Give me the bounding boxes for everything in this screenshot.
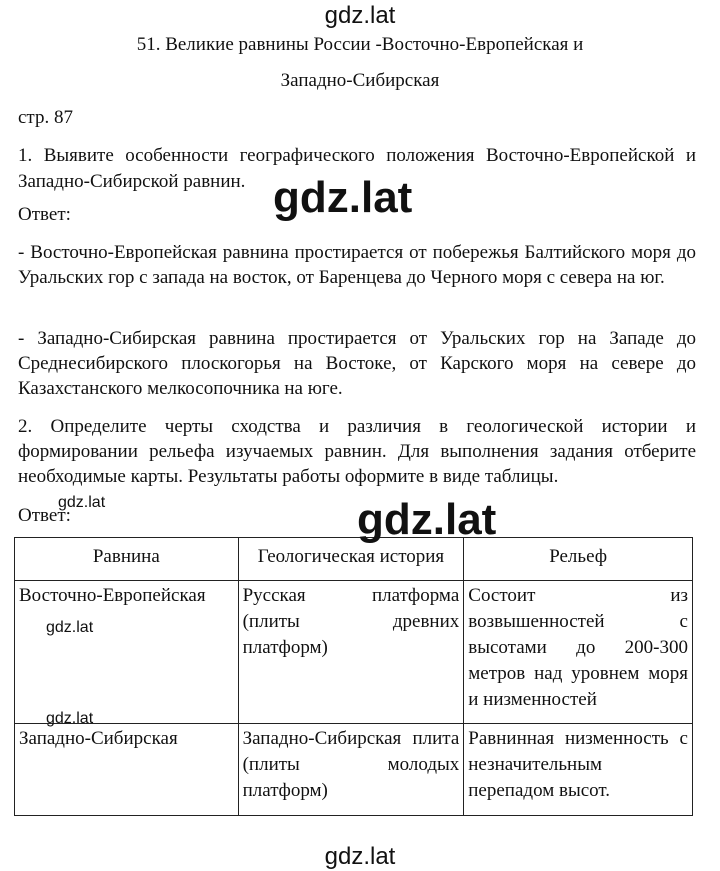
watermark-small-cell-1: gdz.lat bbox=[46, 619, 94, 636]
watermark-big-1: gdz.lat bbox=[273, 173, 413, 222]
watermark-big-2: gdz.lat bbox=[357, 495, 497, 544]
table-row bbox=[15, 724, 693, 816]
question-2: 2. Определите черты сходства и различия в геологической истории и формировании рельефа изучаемых равнин. Для выполнения задания отберите необходимые карты. Результаты работы оформите в виде таблицы. bbox=[18, 416, 696, 487]
answer-label-2: Ответ: bbox=[18, 505, 71, 526]
answer-label-1: Ответ: bbox=[18, 204, 71, 225]
table-header-cell: Геологическая история bbox=[238, 538, 464, 581]
table-cell-geology: Русская платформа (плиты древних платформ) bbox=[238, 581, 464, 724]
watermark-bottom: gdz.lat bbox=[324, 843, 396, 870]
document-title-line1: 51. Великие равнины России -Восточно-Европейская и bbox=[136, 34, 584, 55]
watermark-small-table: gdz.lat bbox=[58, 494, 106, 511]
answer-1-paragraph-2: - Западно-Сибирская равнина простирается от Уральских гор на Западе до Среднесибирского плоскогорья на Востоке, от Карского моря на севере до Казахстанского мелкосопочника на юге. bbox=[18, 328, 696, 399]
answer-1-paragraph-1: - Восточно-Европейская равнина простирается от побережья Балтийского моря до Уральских гор с запада на восток, от Баренцева до Черного моря с севера на юг. bbox=[18, 242, 696, 288]
table-row bbox=[15, 581, 693, 724]
watermark-top: gdz.lat bbox=[324, 2, 396, 29]
table-cell-plain: Западно-Сибирская bbox=[15, 724, 239, 816]
table-header-row bbox=[15, 538, 693, 581]
table-cell-relief: Равнинная низменность с незначительным перепадом высот. bbox=[464, 724, 693, 816]
table-header-cell: Равнина bbox=[15, 538, 239, 581]
document-title-line2: Западно-Сибирская bbox=[280, 70, 440, 91]
table-cell-relief: Состоит из возвышенностей с высотами до 200-300 метров над уровнем моря и низменностей bbox=[464, 581, 693, 724]
comparison-table bbox=[14, 537, 693, 816]
question-1: 1. Выявите особенности географического положения Восточно-Европейской и Западно-Сибирской равнин. bbox=[18, 145, 696, 192]
table-cell-geology: Западно-Сибирская плита (плиты молодых платформ) bbox=[238, 724, 464, 816]
table-cell-plain: Восточно-Европейская bbox=[15, 581, 239, 724]
page-reference: стр. 87 bbox=[18, 107, 73, 128]
table-header-cell: Рельеф bbox=[464, 538, 693, 581]
watermark-small-cell-2: gdz.lat bbox=[46, 710, 94, 727]
